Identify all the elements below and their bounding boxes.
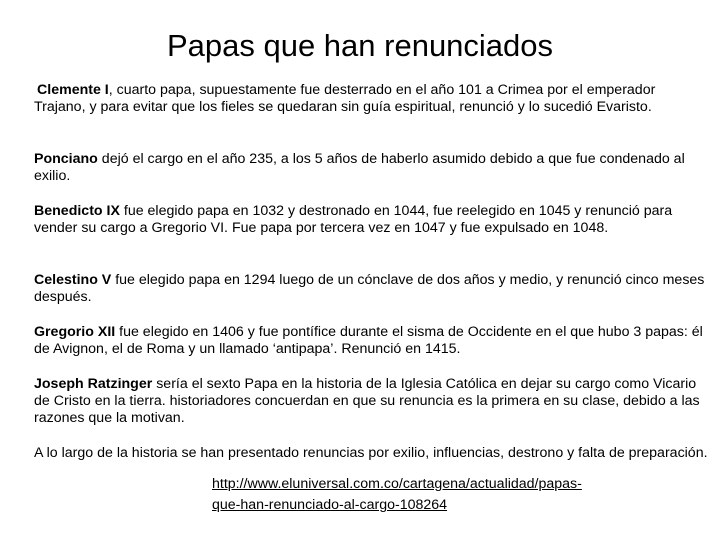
paragraph-celestino <box>34 272 710 306</box>
paragraph-ratzinger <box>34 376 710 427</box>
paragraph-text: fue elegido papa en 1294 luego de un cónclave de dos años y medio, y renunció cinco meses después. <box>34 272 705 305</box>
paragraph-conclusion: A lo largo de la historia se han presentado renuncias por exilio, influencias, destrono y falta de preparación. <box>34 445 708 461</box>
pope-name: Gregorio XII <box>34 324 116 340</box>
slide-title: Papas que han renunciados <box>166 28 554 63</box>
pope-name: Celestino V <box>34 272 112 288</box>
source-link-line1: http://www.eluniversal.com.co/cartagena/actualidad/papas- <box>212 476 582 492</box>
paragraph-gregorio <box>34 324 710 358</box>
paragraph-text: dejó el cargo en el año 235, a los 5 años de haberlo asumido debido a que fue condenado al exilio. <box>34 151 685 184</box>
source-link[interactable] <box>212 476 582 513</box>
pope-name: Joseph Ratzinger <box>34 376 153 392</box>
pope-name: Ponciano <box>34 151 98 167</box>
pope-name: Clemente I <box>37 82 109 98</box>
paragraph-benedicto <box>34 203 710 237</box>
pope-name: Benedicto IX <box>34 203 120 219</box>
paragraph-text: fue elegido en 1406 y fue pontífice durante el sisma de Occidente en el que hubo 3 papas: él de Avignon, el de Roma y un llamado ‘antipapa’. Renunció en 1415. <box>34 324 703 357</box>
paragraph-text: sería el sexto Papa en la historia de la Iglesia Católica en dejar su cargo como Vicario de Cristo en la tierra. historiadores concuerdan en que su renuncia es la primera en su clase, debido a las razones que la motivan. <box>34 376 700 426</box>
source-link-line2: que-han-renunciado-al-cargo-108264 <box>212 497 448 513</box>
paragraph-text: , cuarto papa, supuestamente fue desterrado en el año 101 a Crimea por el emperador Trajano, y para evitar que los fieles se quedaran sin guía espiritual, renunció y lo sucedió Evaristo. <box>34 82 656 115</box>
paragraph-clemente <box>34 82 710 116</box>
paragraph-text: fue elegido papa en 1032 y destronado en 1044, fue reelegido en 1045 y renunció para vender su cargo a Gregorio VI. Fue papa por tercera vez en 1047 y fue expulsado en 1048. <box>34 203 673 236</box>
paragraph-ponciano <box>34 151 710 185</box>
source-link-block <box>212 474 712 516</box>
